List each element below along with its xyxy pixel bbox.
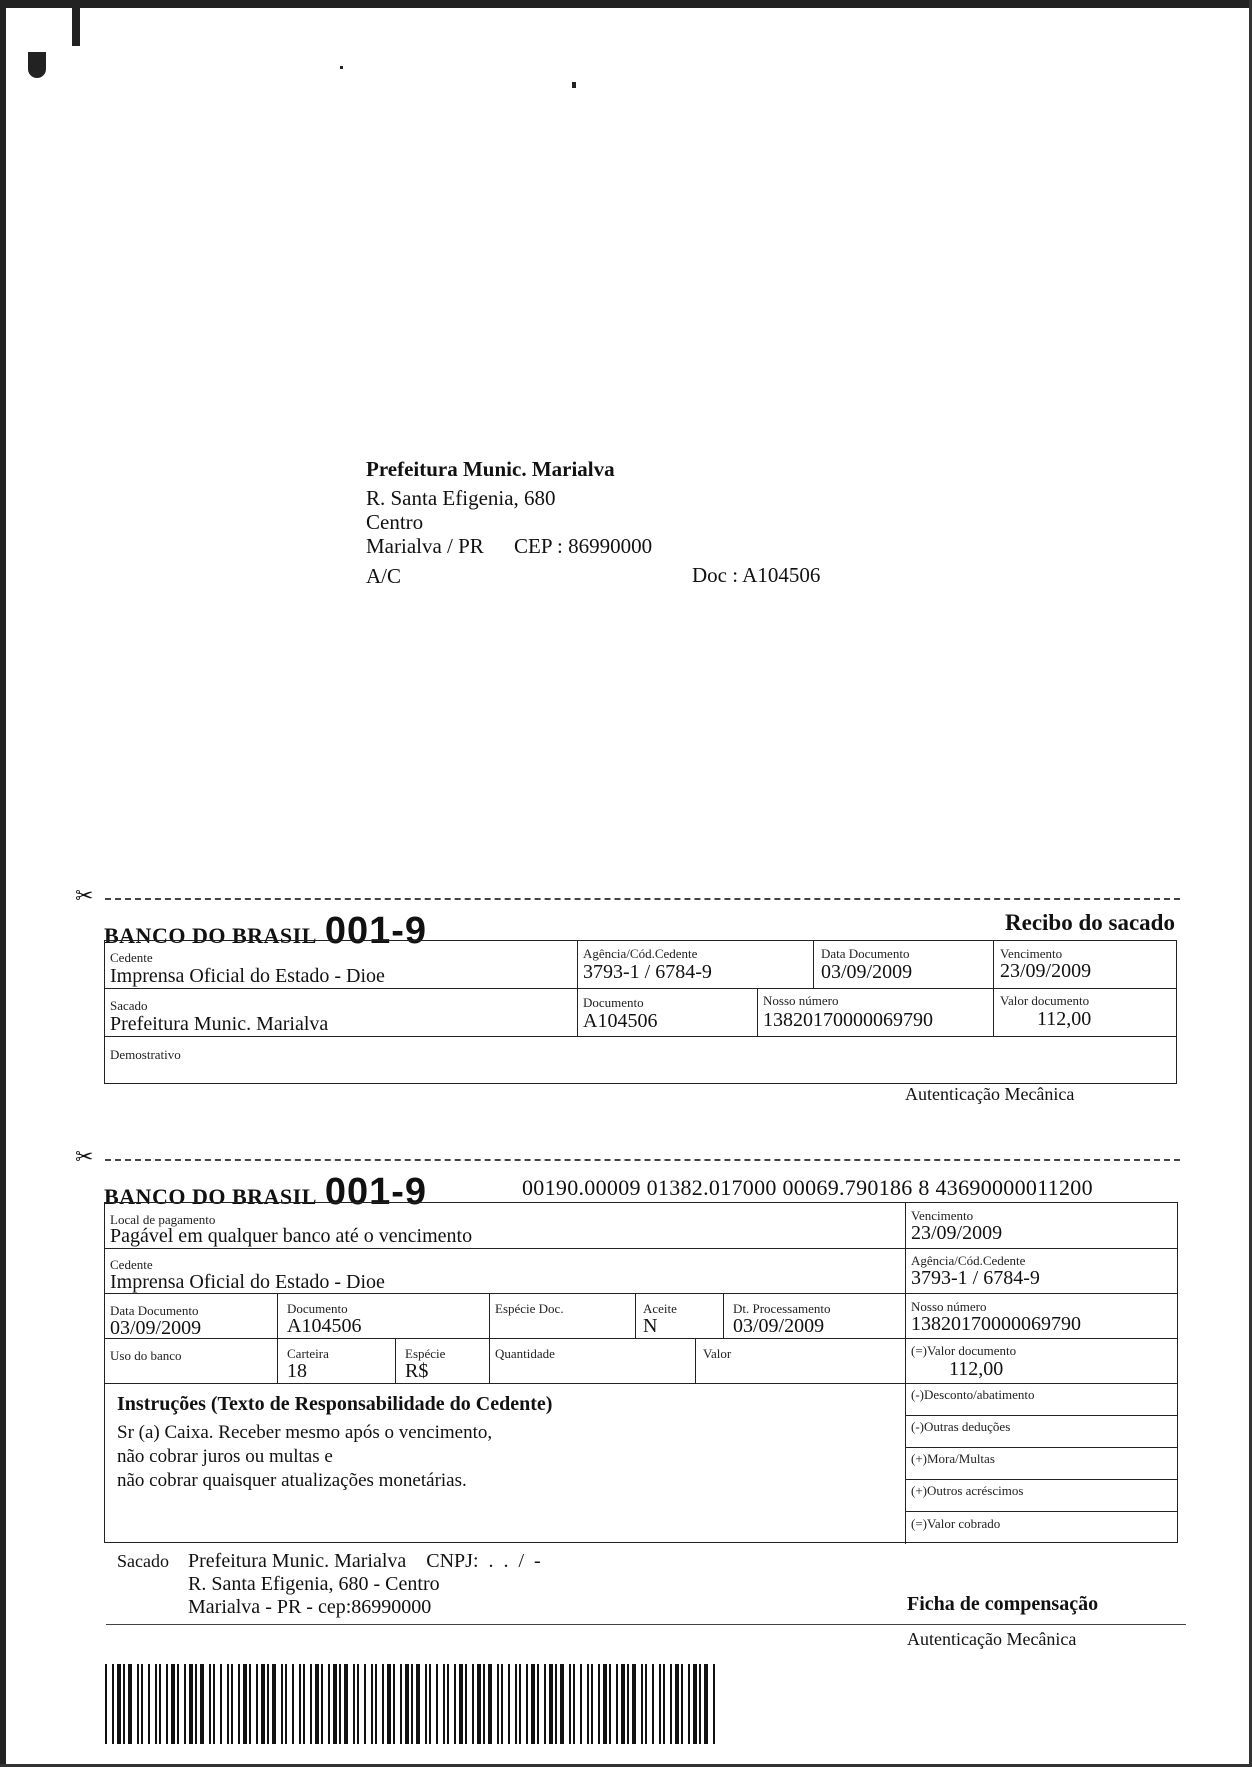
col-divider [577,941,578,1036]
barcode-bar [315,1664,319,1744]
col-divider [695,1338,696,1383]
barcode-bar [515,1664,517,1744]
barcode-bar [137,1664,139,1744]
sacado-line: R. Santa Efigenia, 680 - Centro [188,1573,440,1595]
barcode-bar [357,1664,359,1744]
instrucoes-title: Instruções (Texto de Responsabilidade do Cedente) [117,1393,553,1415]
barcode-bar [652,1664,654,1744]
barcode-bar [238,1664,240,1744]
barcode-bar [501,1664,503,1744]
col-divider [757,988,758,1036]
carteira-label: Carteira [287,1346,329,1361]
barcode-bar [209,1664,211,1744]
especie-doc-label: Espécie Doc. [495,1301,564,1316]
local-pagamento-value: Pagável em qualquer banco até o vencimento [110,1225,473,1247]
agencia-value: 3793-1 / 6784-9 [583,961,712,983]
aceite-value: N [643,1315,658,1337]
barcode-bar [519,1664,521,1744]
barcode-bar [177,1664,179,1744]
barcode-bar [400,1664,402,1744]
scissors-icon: ✂ [75,884,94,909]
barcode-bar [544,1664,546,1744]
barcode-bar [555,1664,557,1744]
barcode-bar [587,1664,589,1744]
barcode-bar [699,1664,701,1744]
barcode-bar [303,1664,305,1744]
barcode-bar [443,1664,445,1744]
nosso-numero-value: 13820170000069790 [763,1009,933,1031]
quantidade-label: Quantidade [495,1346,555,1361]
sacado-label: Sacado [117,1551,169,1571]
barcode-bar [405,1664,409,1744]
scan-speck [340,66,343,69]
barcode-bar [488,1664,492,1744]
cedente-value: Imprensa Oficial do Estado - Dioe [110,965,385,987]
cedente-label: Cedente [110,1257,153,1272]
barcode-bar [213,1664,215,1744]
row-divider [105,1036,1176,1037]
barcode-bar [299,1664,301,1744]
nosso-numero-value: 13820170000069790 [911,1313,1081,1335]
mora-multas-label: (+)Mora/Multas [911,1451,995,1466]
agencia-value: 3793-1 / 6784-9 [911,1267,1040,1289]
valor-documento-label: Valor documento [1000,993,1090,1008]
uso-do-banco-label: Uso do banco [110,1348,182,1363]
sacado-label: Sacado [110,998,148,1013]
dt-processamento-value: 03/09/2009 [733,1315,825,1337]
valor-label: Valor [703,1346,732,1361]
valor-cobrado-label: (=)Valor cobrado [911,1516,1001,1531]
cedente-label: Cedente [110,950,153,965]
barcode-bar [472,1664,474,1744]
scan-mark [72,0,80,46]
barcode-bar [371,1664,373,1744]
documento-value: A104506 [583,1010,658,1032]
barcode-bar [220,1664,222,1744]
ficha-title: Ficha de compensação [907,1593,1099,1615]
ficha-table [104,1202,1178,1543]
sacado-line: Prefeitura Munic. Marialva CNPJ: . . / - [188,1550,541,1572]
barcode-bar [195,1664,197,1744]
agencia-label: Agência/Cód.Cedente [911,1253,1026,1268]
barcode-bar [549,1664,553,1744]
barcode-bar [569,1664,571,1744]
address-street: R. Santa Efigenia, 680 [366,486,556,510]
barcode-bar [425,1664,427,1744]
sacado-line: Marialva - PR - cep:86990000 [188,1596,432,1618]
barcode-bar [465,1664,467,1744]
documento-label: Documento [287,1301,348,1316]
barcode-bar [627,1664,629,1744]
barcode-bar [609,1664,611,1744]
barcode-bar [598,1664,600,1744]
barcode-bar [580,1664,582,1744]
bank-name: BANCO DO BRASIL [104,1184,317,1209]
autenticacao-mecanica: Autenticação Mecânica [905,1084,1075,1104]
outros-acrescimos-label: (+)Outros acréscimos [911,1483,1024,1498]
barcode-bar [663,1664,665,1744]
especie-value: R$ [405,1360,429,1382]
barcode-bar [645,1664,647,1744]
dashed-divider [105,898,1180,900]
autenticacao-mecanica: Autenticação Mecânica [907,1629,1077,1649]
barcode-bar [659,1664,661,1744]
scan-mark [28,52,46,78]
outras-deducoes-label: (-)Outras deduções [911,1419,1011,1434]
barcode-bar [526,1664,528,1744]
barcode-bar [531,1664,535,1744]
barcode-bar [243,1664,247,1744]
barcode-bar [429,1664,431,1744]
barcode-bar [616,1664,618,1744]
barcode-bar [256,1664,258,1744]
vencimento-label: Vencimento [911,1208,974,1223]
barcode-bar [621,1664,625,1744]
barcode-bar [454,1664,456,1744]
barcode-bar [231,1664,233,1744]
row-divider [905,1415,1177,1416]
barcode-bar [292,1664,294,1744]
bank-name: BANCO DO BRASIL [104,923,317,948]
barcode-bar [200,1664,204,1744]
nosso-numero-label: Nosso número [911,1299,987,1314]
instrucoes-line: não cobrar juros ou multas e [117,1446,333,1467]
valor-documento-value: 112,00 [949,1358,1004,1380]
barcode-bar [105,1664,107,1744]
vencimento-value: 23/09/2009 [1000,960,1092,982]
barcode-bar [123,1664,125,1744]
scan-edge-left [0,0,6,1767]
barcode-bar [537,1664,539,1744]
barcode-bar [681,1664,683,1744]
barcode-bar [393,1664,395,1744]
desconto-label: (-)Desconto/abatimento [911,1387,1035,1402]
cedente-value: Imprensa Oficial do Estado - Dioe [110,1271,385,1293]
barcode-bar [353,1664,355,1744]
barcode-bar [117,1664,121,1744]
barcode-bar [159,1664,161,1744]
col-divider [635,1293,636,1338]
barcode-bar [713,1664,715,1744]
dashed-divider [105,1159,1180,1161]
barcode-bar [632,1664,636,1744]
barcode-bar [436,1664,438,1744]
barcode-bar [447,1664,449,1744]
barcode-bar [310,1664,312,1744]
barcode-bar [171,1664,175,1744]
barcode-bar [261,1664,265,1744]
barcode-bar [693,1664,697,1744]
barcode-bar [591,1664,593,1744]
address-district: Centro [366,510,424,534]
scan-edge-top [0,0,1252,8]
barcode-bar [382,1664,384,1744]
barcode-bar [189,1664,193,1744]
data-documento-label: Data Documento [821,946,910,961]
barcode-bar [641,1664,643,1744]
cut-line [75,1145,1180,1170]
col-divider [489,1293,490,1383]
cut-line [75,884,1180,909]
barcode-bar [477,1664,481,1744]
address-doc: Doc : A104506 [692,563,821,587]
row-divider [105,988,1176,989]
address-ac: A/C [366,564,402,588]
barcode-bar [148,1664,150,1744]
barcode-bar [339,1664,341,1744]
linha-digitavel: 00190.00009 01382.017000 00069.790186 8 43690000011200 [522,1175,1093,1200]
agencia-label: Agência/Cód.Cedente [583,946,698,961]
especie-label: Espécie [405,1346,446,1361]
barcode-bar [155,1664,157,1744]
barcode-bar [459,1664,463,1744]
documento-value: A104506 [287,1315,362,1337]
demonstrativo-label: Demostrativo [110,1047,181,1062]
sacado-value: Prefeitura Munic. Marialva [110,1013,329,1035]
col-divider [813,941,814,988]
col-divider [395,1338,396,1383]
row-divider [905,1511,1177,1512]
barcode-bar [704,1664,708,1744]
barcode-bar [416,1664,420,1744]
barcode-bar [497,1664,499,1744]
instrucoes-line: não cobrar quaisquer atualizações monetárias. [117,1470,467,1491]
barcode-bar [603,1664,607,1744]
valor-documento-label: (=)Valor documento [911,1343,1017,1358]
barcode-bar [267,1664,269,1744]
data-documento-value: 03/09/2009 [110,1317,202,1339]
col-divider [277,1293,278,1383]
recibo-title: Recibo do sacado [1005,910,1175,935]
row-divider [905,1479,1177,1480]
address-name: Prefeitura Munic. Marialva [366,457,615,481]
row-divider [105,1383,1177,1384]
row-divider [105,1248,1177,1249]
row-divider [905,1447,1177,1448]
instrucoes-line: Sr (a) Caixa. Receber mesmo após o vencimento, [117,1422,493,1443]
dt-processamento-label: Dt. Processamento [733,1301,831,1316]
barcode-bar [670,1664,672,1744]
barcode-bar [688,1664,690,1744]
local-pagamento-label: Local de pagamento [110,1212,216,1227]
barcode-bar [411,1664,413,1744]
col-divider [905,1203,906,1544]
data-documento-value: 03/09/2009 [821,961,913,983]
data-documento-label: Data Documento [110,1303,199,1318]
nosso-numero-label: Nosso número [763,993,839,1008]
documento-label: Documento [583,995,644,1010]
valor-documento-value: 112,00 [1037,1008,1092,1030]
barcode-bar [112,1664,114,1744]
barcode-bar [364,1664,366,1744]
barcode-bar [675,1664,679,1744]
barcode-bar [249,1664,251,1744]
address-city: Marialva / PR [366,534,484,558]
bank-code: 001-9 [324,1171,428,1213]
barcode-bar [128,1664,132,1744]
scan-speck [572,82,576,88]
barcode-bar [560,1664,564,1744]
bank-code: 001-9 [324,910,428,952]
recibo-table [104,940,1177,1084]
barcode-bar [281,1664,283,1744]
barcode-bar [387,1664,391,1744]
vencimento-label: Vencimento [1000,946,1063,961]
barcode-bar [141,1664,143,1744]
barcode-bar [184,1664,186,1744]
scissors-icon: ✂ [75,1145,94,1170]
barcode-bar [508,1664,510,1744]
barcode-bar [328,1664,330,1744]
barcode-bar [166,1664,168,1744]
barcode-bar [483,1664,485,1744]
col-divider [993,941,994,1036]
col-divider [723,1293,724,1338]
row-divider [105,1338,1177,1339]
barcode-bar [227,1664,229,1744]
address-cep: CEP : 86990000 [514,534,653,558]
barcode-bar [375,1664,377,1744]
barcode-bar [272,1664,276,1744]
barcode-bar [344,1664,348,1744]
barcode-bar [573,1664,575,1744]
aceite-label: Aceite [643,1301,677,1316]
divider [106,1624,1186,1625]
barcode-bar [321,1664,323,1744]
carteira-value: 18 [287,1360,307,1382]
vencimento-value: 23/09/2009 [911,1222,1003,1244]
barcode-bar [285,1664,287,1744]
barcode-bar [333,1664,337,1744]
